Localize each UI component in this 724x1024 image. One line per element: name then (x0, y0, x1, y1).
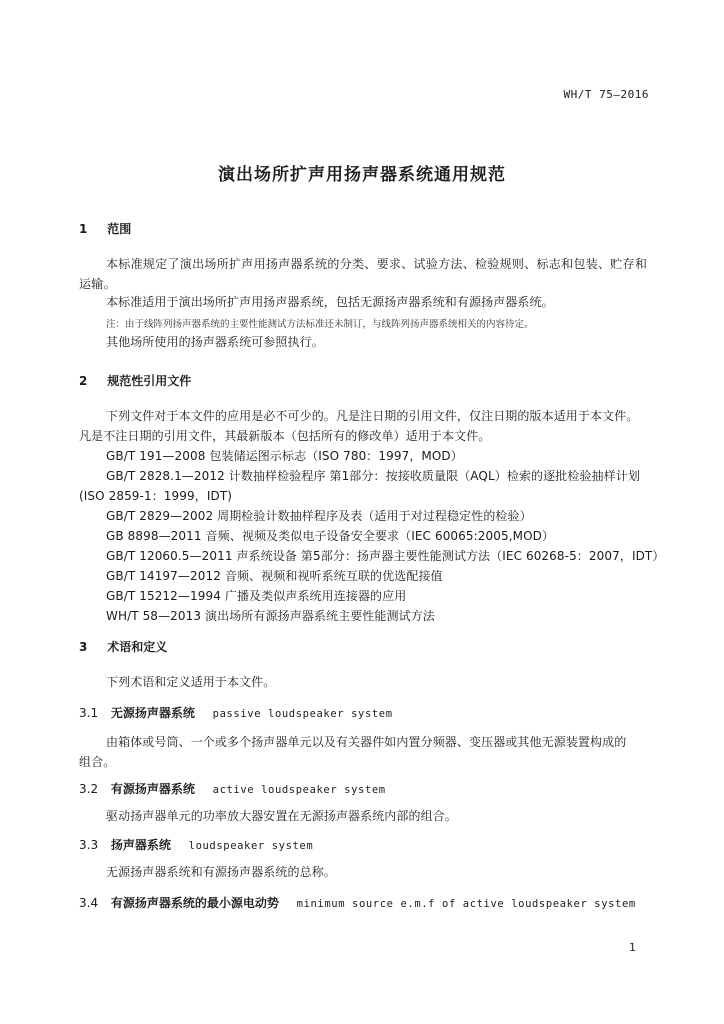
term-number: 3.4 (79, 896, 99, 910)
term-chinese: 有源扬声器系统 (110, 782, 195, 796)
section-heading-2 (79, 372, 191, 389)
section-heading-1 (79, 220, 131, 237)
term-definition: 由箱体或号筒、一个或多个扬声器单元以及有关器件如内置分频器、变压器或其他无源装置构成的 (106, 735, 627, 749)
reference-item: GB/T 15212—1994 广播及类似声系统用连接器的应用 (106, 589, 407, 603)
term-heading-3-4 (79, 894, 636, 911)
term-chinese: 有源扬声器系统的最小源电动势 (110, 896, 279, 910)
section-heading-3 (79, 638, 167, 655)
section-number: 1 (79, 222, 88, 236)
section-title: 术语和定义 (107, 640, 168, 654)
term-chinese: 无源扬声器系统 (110, 706, 195, 720)
reference-item: GB/T 2829—2002 周期检验计数抽样程序及表（适用于对过程稳定性的检验） (106, 509, 532, 523)
term-heading-3-3 (79, 836, 313, 853)
term-english: minimum source e.m.f of active loudspeaker system (296, 898, 636, 910)
scope-paragraph-1: 本标准规定了演出场所扩声用扬声器系统的分类、要求、试验方法、检验规则、标志和包装、贮存和运输。 (79, 257, 648, 291)
term-english: loudspeaker system (188, 840, 314, 852)
reference-item: GB/T 12060.5—2011 声系统设备 第5部分：扬声器主要性能测试方法（IEC 60268-5：2007，IDT） (106, 549, 665, 563)
term-number: 3.2 (79, 782, 99, 796)
reference-item: WH/T 58—2013 演出场所有源扬声器系统主要性能测试方法 (106, 609, 435, 623)
scope-paragraph-3: 其他场所使用的扬声器系统可参照执行。 (106, 335, 324, 349)
term-definition-continuation: 组合。 (79, 755, 116, 769)
term-english: active loudspeaker system (212, 784, 386, 796)
references-intro-line-2: 凡是不注日期的引用文件，其最新版本（包括所有的修改单）适用于本文件。 (79, 429, 491, 443)
term-english: passive loudspeaker system (212, 708, 393, 720)
section-title: 规范性引用文件 (107, 374, 192, 388)
term-chinese: 扬声器系统 (110, 838, 171, 852)
section-number: 3 (79, 640, 88, 654)
scope-paragraph-2: 本标准适用于演出场所扩声用扬声器系统，包括无源扬声器系统和有源扬声器系统。 (106, 295, 554, 309)
term-definition: 无源扬声器系统和有源扬声器系统的总称。 (106, 865, 336, 879)
references-intro-line-1: 下列文件对于本文件的应用是必不可少的。凡是注日期的引用文件，仅注日期的版本适用于本文件。 (106, 409, 639, 423)
term-number: 3.1 (79, 706, 99, 720)
section-number: 2 (79, 374, 88, 388)
section-title: 范围 (107, 222, 132, 236)
term-heading-3-1 (79, 704, 393, 721)
scope-note: 注：由于线阵列扬声器系统的主要性能测试方法标准还未制订，与线阵列扬声器系统相关的内容待定。 (106, 319, 534, 330)
terms-intro: 下列术语和定义适用于本文件。 (106, 675, 276, 689)
term-heading-3-2 (79, 780, 386, 797)
reference-item: GB 8898—2011 音频、视频及类似电子设备安全要求（IEC 60065:2005,MOD） (106, 529, 555, 543)
term-number: 3.3 (79, 838, 99, 852)
reference-item-continuation: (ISO 2859-1：1999，IDT) (79, 489, 233, 503)
reference-item: GB/T 14197—2012 音频、视频和视听系统互联的优选配接值 (106, 569, 443, 583)
reference-item: GB/T 191—2008 包装储运图示标志（ISO 780：1997，MOD） (106, 449, 463, 463)
term-definition: 驱动扬声器单元的功率放大器安置在无源扬声器系统内部的组合。 (106, 809, 457, 823)
standard-code: WH/T 75—2016 (563, 88, 649, 101)
document-title: 演出场所扩声用扬声器系统通用规范 (218, 165, 506, 185)
reference-item: GB/T 2828.1—2012 计数抽样检验程序 第1部分：按接收质量限（AQL）检索的逐批检验抽样计划 (106, 469, 640, 483)
page-number: 1 (629, 941, 636, 954)
